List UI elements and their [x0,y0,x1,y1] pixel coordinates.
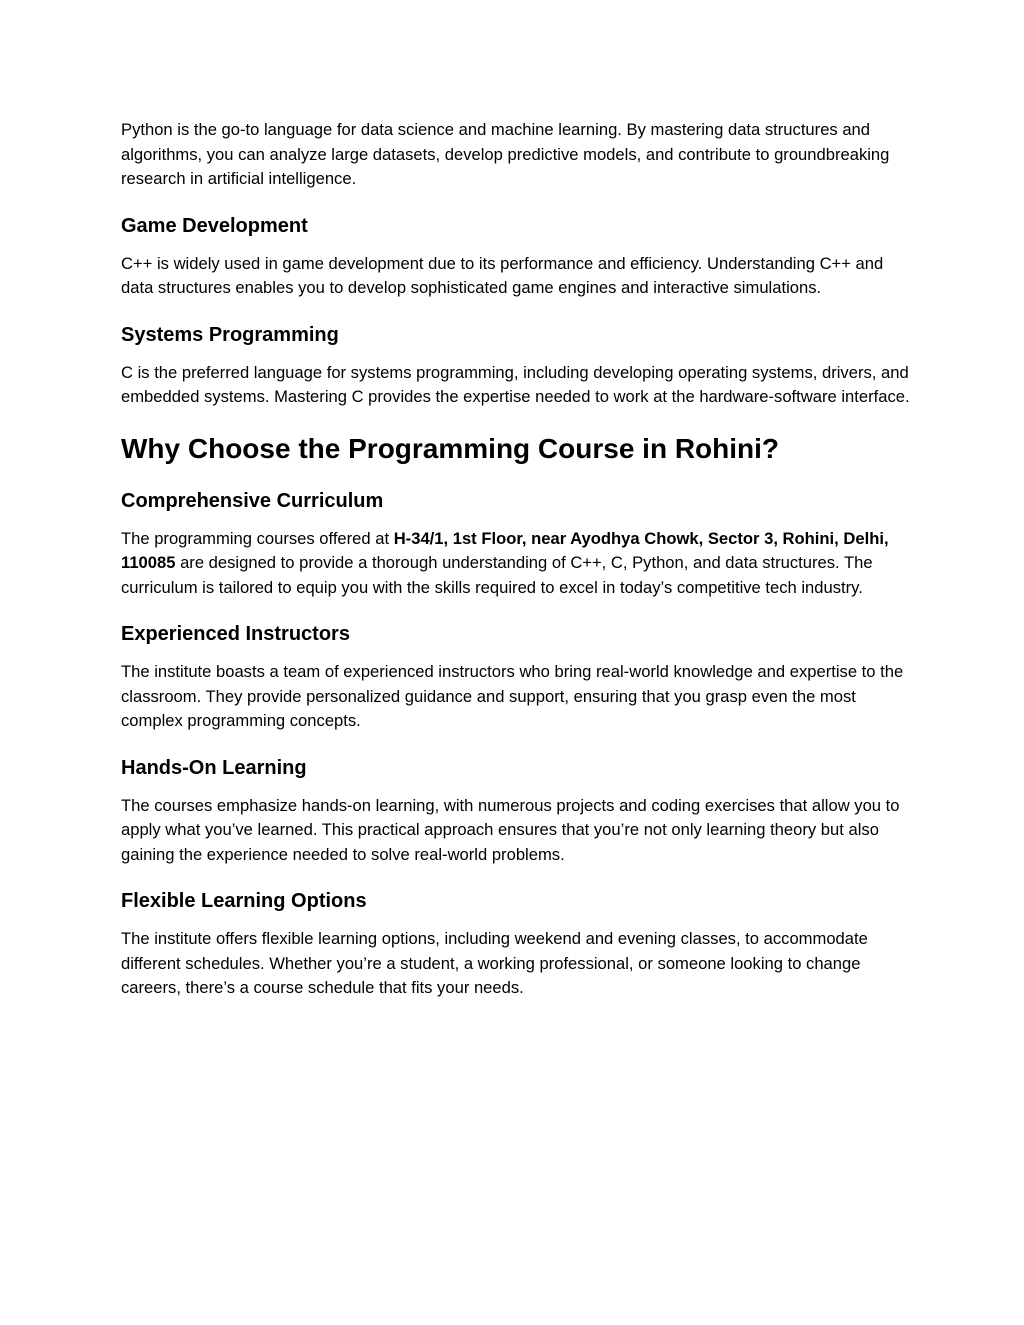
curriculum-heading: Comprehensive Curriculum [121,489,384,512]
systems-programming-heading: Systems Programming [121,323,339,346]
institute-address: H-34/1, 1st Floor, near Ayodhya Chowk, Sector 3, Rohini, Delhi, 110085 [121,528,889,572]
curriculum-paragraph [121,527,911,601]
instructors-paragraph: The institute boasts a team of experienced instructors who bring real-world knowledge and expertise to the classroom. They provide personalized guidance and support, ensuring that you grasp even the most complex programming concepts. [121,662,904,730]
flexible-paragraph: The institute offers flexible learning options, including weekend and evening classes, to accommodate different schedules. Whether you’re a student, a working professional, or someone looking to change careers, there’s a course schedule that fits your needs. [121,929,868,997]
curriculum-text-before: The programming courses offered at [121,528,394,548]
hands-on-paragraph: The courses emphasize hands-on learning, with numerous projects and coding exercises that allow you to apply what you’ve learned. This practical approach ensures that you’re not only learning theory but also gaining the experience needed to solve real-world problems. [121,795,900,864]
document-page [121,118,911,1022]
curriculum-text-after: are designed to provide a thorough understanding of C++, C, Python, and data structures. The curriculum is tailored to equip you with the skills required to excel in today’s competitive tech industry. [121,553,873,597]
intro-paragraph: Python is the go-to language for data science and machine learning. By mastering data structures and algorithms, you can analyze large datasets, develop predictive models, and contribute to groundbreaking research in artificial intelligence. [121,120,890,188]
game-development-paragraph: C++ is widely used in game development due to its performance and efficiency. Understanding C++ and data structures enables you to develop sophisticated game engines and interactive simulations. [121,253,884,297]
instructors-heading: Experienced Instructors [121,623,350,645]
flexible-heading: Flexible Learning Options [121,890,367,912]
game-development-heading: Game Development [121,214,308,237]
hands-on-heading: Hands-On Learning [121,756,307,779]
why-choose-heading: Why Choose the Programming Course in Rohini? [121,432,780,464]
systems-programming-paragraph: C is the preferred language for systems programming, including developing operating systems, drivers, and embedded systems. Mastering C provides the expertise needed to work at the hardware-software interface. [121,362,910,406]
